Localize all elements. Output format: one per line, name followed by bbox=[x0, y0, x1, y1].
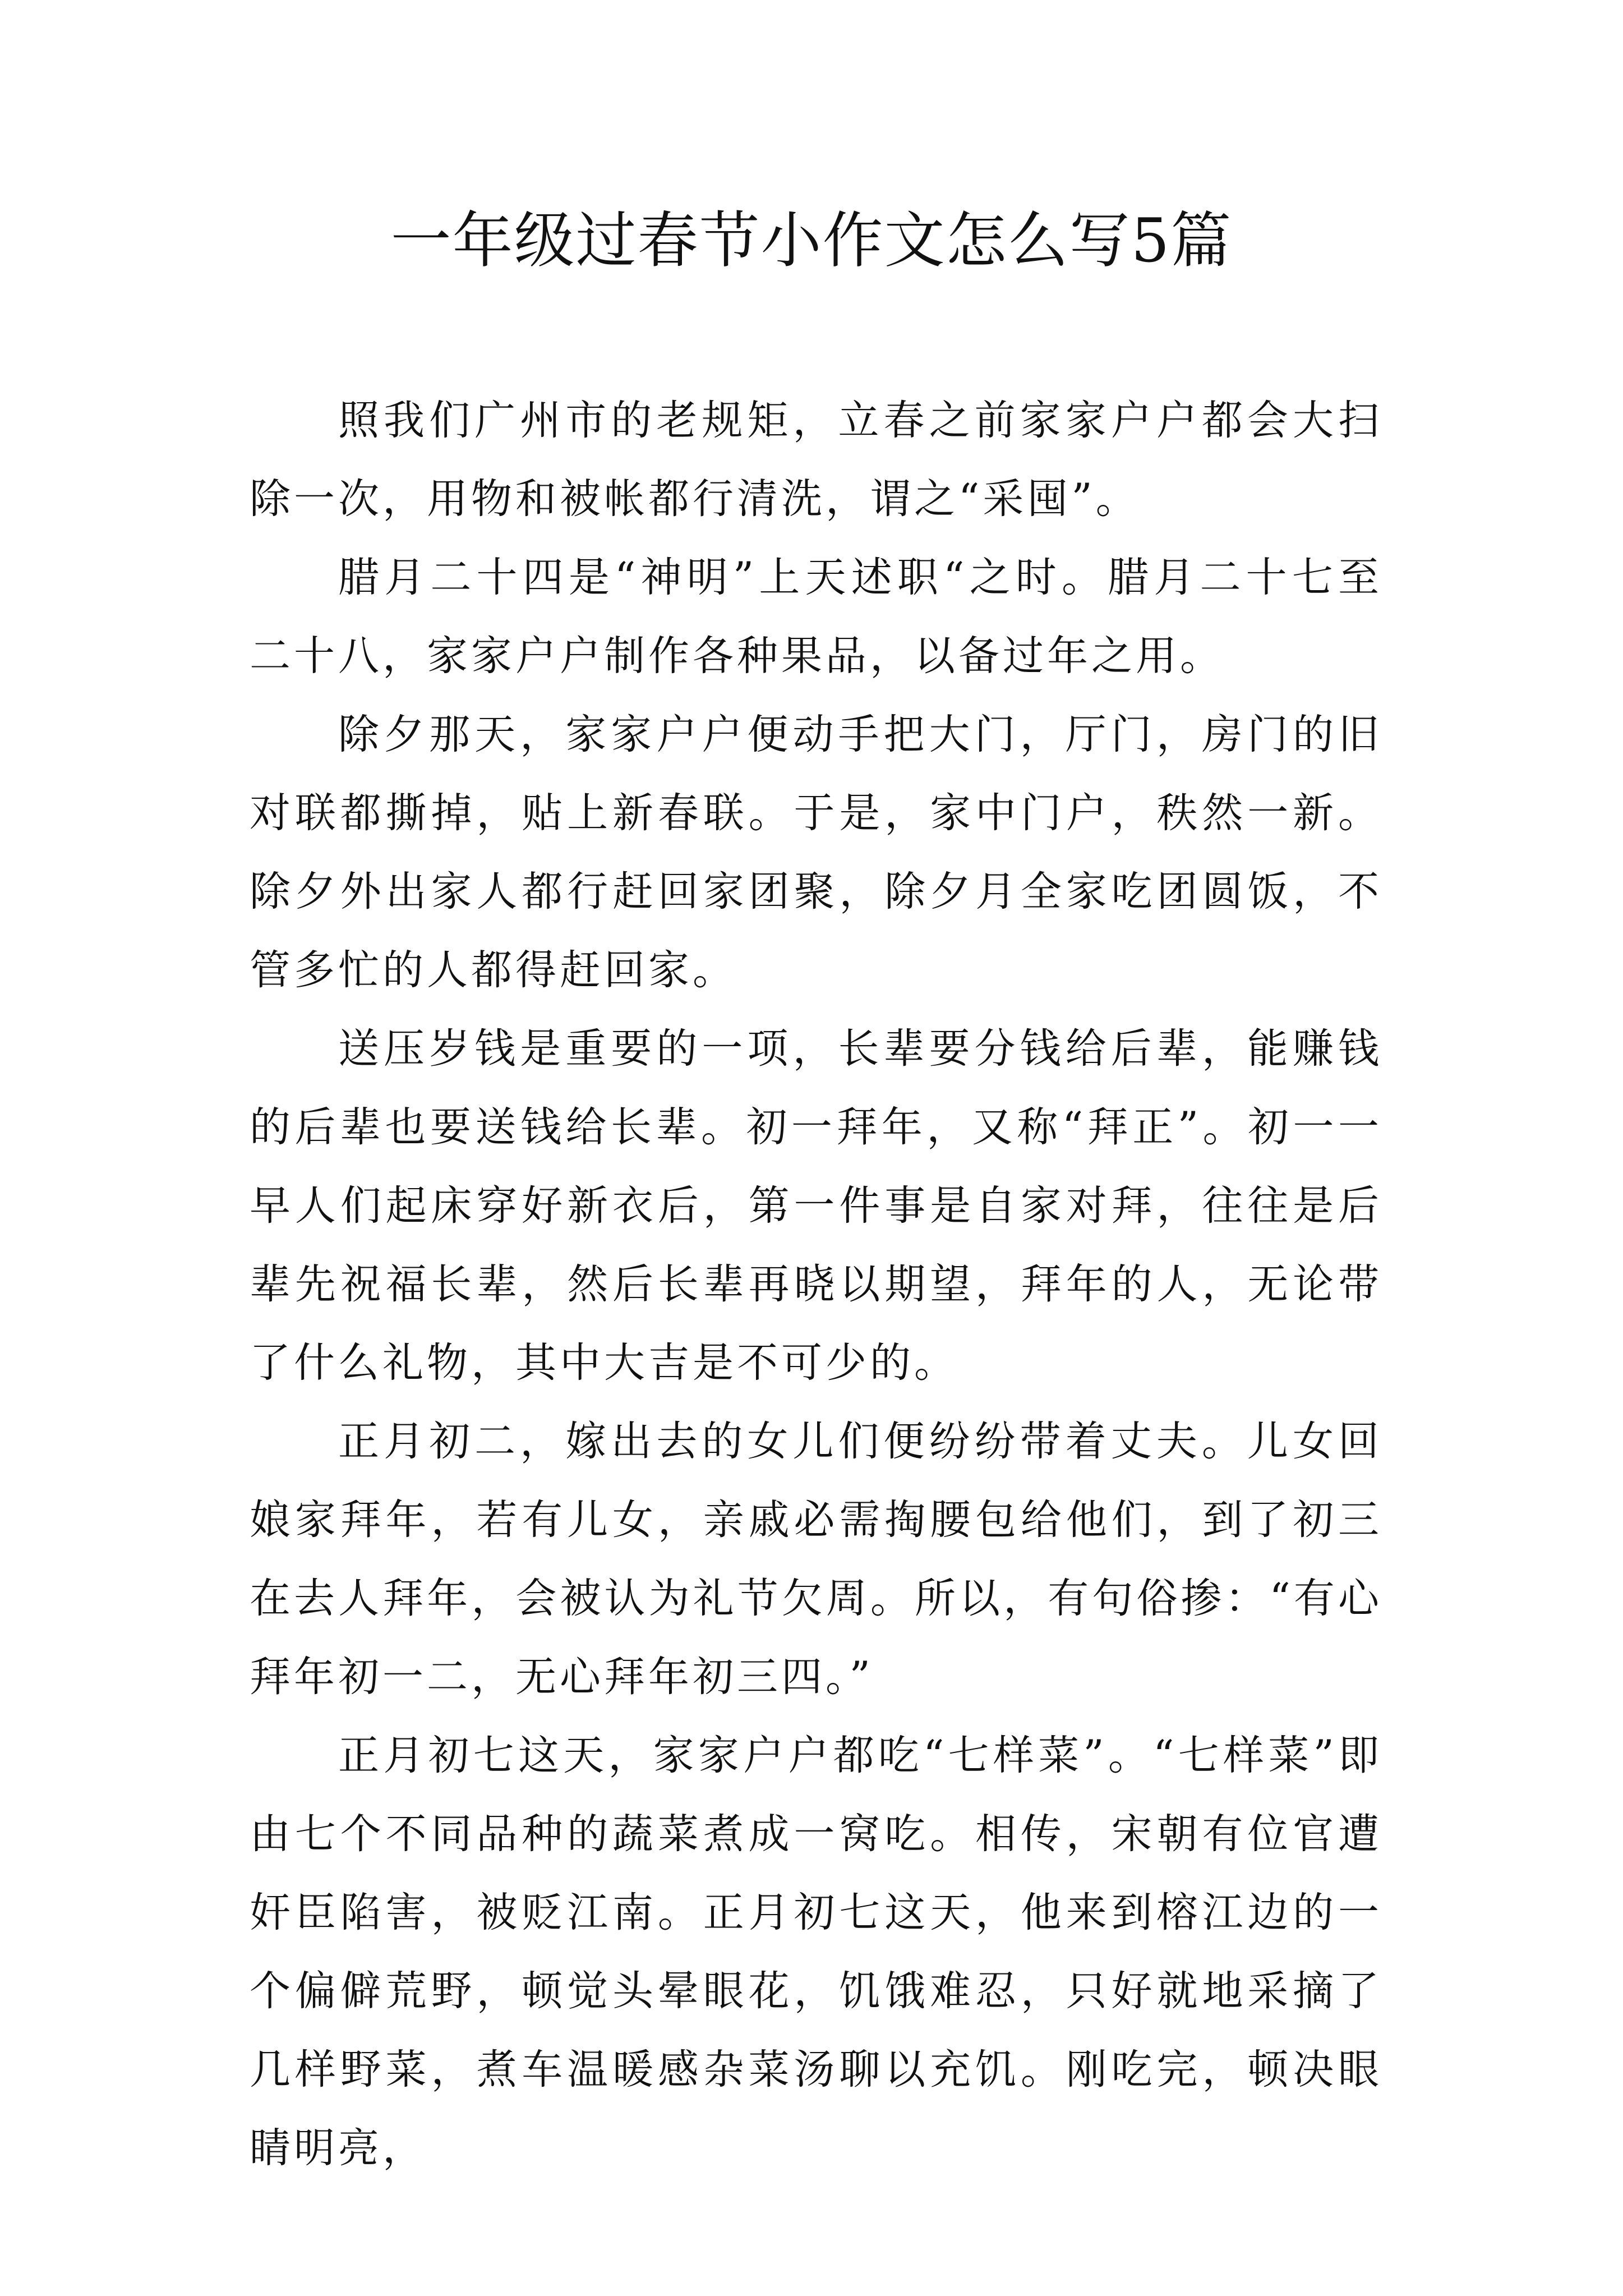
paragraph-2: 腊月二十四是“神明”上天述职“之时。腊月二十七至二十八，家家户户制作各种果品，以备过年之用。 bbox=[250, 554, 1382, 680]
document-body bbox=[250, 381, 1382, 2188]
paragraph-3: 除夕那天，家家户户便动手把大门，厅门，房门的旧对联都撕掉，贴上新春联。于是，家中门户，秩然一新。除夕外出家人都行赶回家团聚，除夕月全家吃团圆饭，不管多忙的人都得赶回家。 bbox=[250, 711, 1382, 994]
paragraph-1: 照我们广州市的老规矩，立春之前家家户户都会大扫除一次，用物和被帐都行清洗，谓之“采囤”。 bbox=[250, 397, 1382, 523]
paragraph-6: 正月初七这天，家家户户都吃“七样菜”。“七样菜”即由七个不同品种的蔬菜煮成一窝吃。相传，宋朝有位官遭奸臣陷害，被贬江南。正月初七这天，他来到榕江边的一个偏僻荒野，顿觉头晕眼花，饥饿难忍，只好就地采摘了几样野菜，煮车温暖感杂菜汤聊以充饥。刚吃完，顿决眼睛明亮， bbox=[250, 1732, 1382, 2172]
paragraph-5: 正月初二，嫁出去的女儿们便纷纷带着丈夫。儿女回娘家拜年，若有儿女，亲戚必需掏腰包给他们，到了初三在去人拜年，会被认为礼节欠周。所以，有句俗掺：“有心拜年初一二，无心拜年初三四。” bbox=[250, 1418, 1382, 1701]
document-title: 一年级过春节小作文怎么写5篇 bbox=[390, 206, 1233, 276]
paragraph-4: 送压岁钱是重要的一项，长辈要分钱给后辈，能赚钱的后辈也要送钱给长辈。初一拜年，又称“拜正”。初一一早人们起床穿好新衣后，第一件事是自家对拜，往往是后辈先祝福长辈，然后长辈再晓以期望，拜年的人，无论带了什么礼物，其中大吉是不可少的。 bbox=[250, 1025, 1382, 1387]
